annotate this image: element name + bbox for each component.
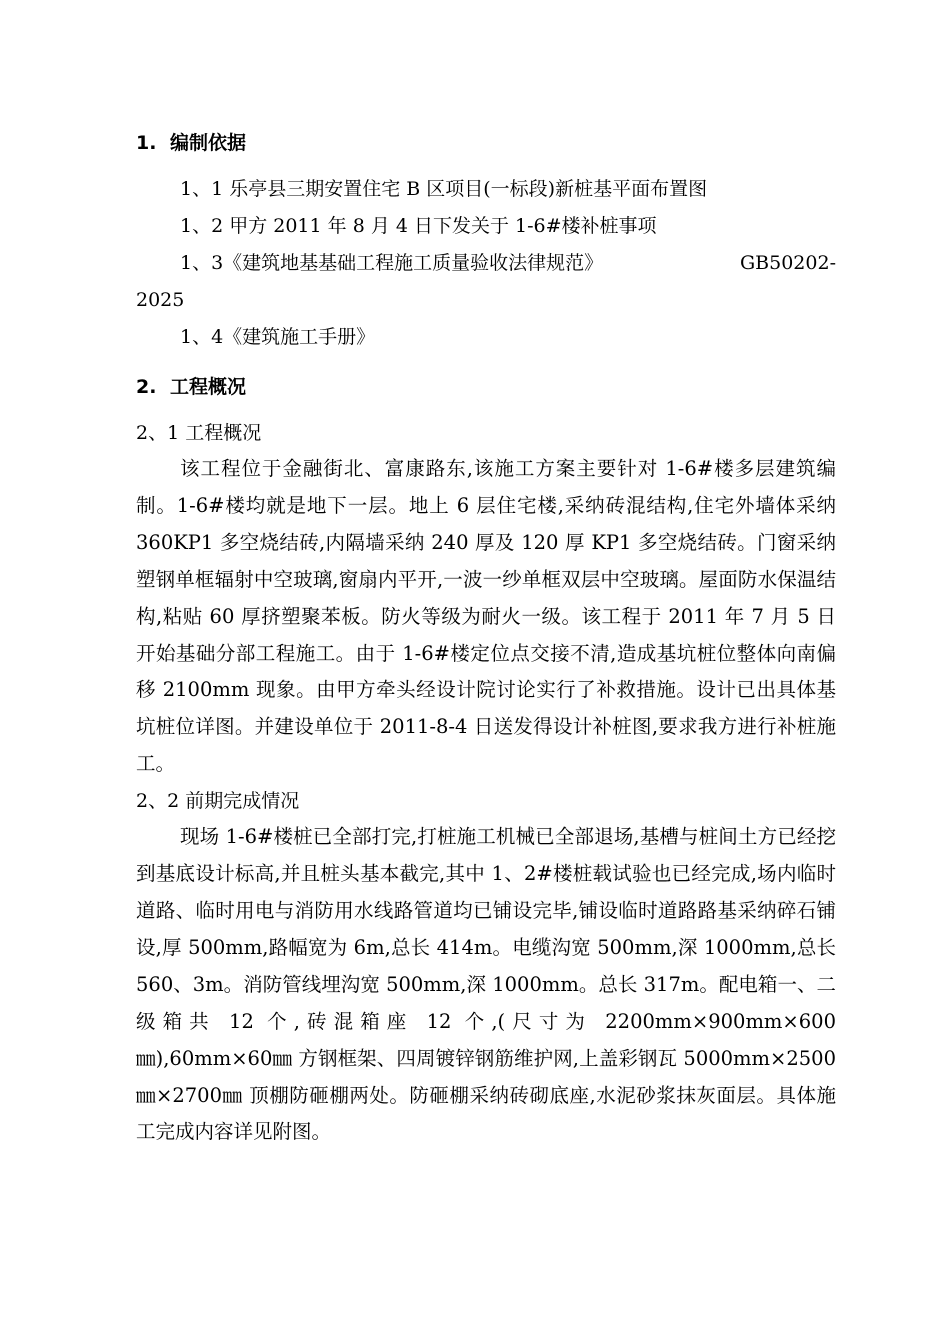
reference-3 [136,245,836,282]
reference-1: 1、1 乐亭县三期安置住宅 B 区项目(一标段)新桩基平面布置图 [180,178,708,200]
document-page [136,120,836,1151]
section-2-number: 2. [136,376,157,398]
section-1-heading [136,123,836,163]
section-1-number: 1. [136,132,157,154]
project-overview-paragraph: 该工程位于金融街北、富康路东,该施工方案主要针对 1-6#楼多层建筑编制。1-6#楼均就是地下一层。地上 6 层住宅楼,采纳砖混结构,住宅外墙体采纳 360KP1 多空烧结砖,内隔墙采纳 240 厚及 120 厚 KP1 多空烧结砖。门窗采纳塑钢单框辐射中空玻璃,窗扇内平开,一波一纱单框双层中空玻璃。屋面防水保温结构,粘贴 60 厚挤塑聚苯板。防火等级为耐火一级。该工程于 2011 年 7 月 5 日开始基础分部工程施工。由于 1-6#楼定位点交接不清,造成基坑桩位整体向南偏移 2100mm 现象。由甲方牵头经设计院讨论实行了补救措施。设计已出具体基坑桩位详图。并建设单位于 2011-8-4 日送发得设计补桩图,要求我方进行补桩施工。 [136,457,836,776]
subsection-2-2-title: 2、2 前期完成情况 [136,790,300,813]
reference-2: 1、2 甲方 2011 年 8 月 4 日下发关于 1-6#楼补桩事项 [180,215,657,237]
section-2-title: 工程概况 [170,376,247,398]
subsection-2-1-title: 2、1 工程概况 [136,422,262,444]
reference-3-code: GB50202- [739,252,836,274]
preliminary-work-paragraph: 现场 1-6#楼桩已全部打完,打桩施工机械已全部退场,基槽与桩间土方已经挖到基底设计标高,并且桩头基本截完,其中 1、2#楼桩载试验也已经完成,场内临时道路、临时用电与消防用水线路管道均已铺设完毕,铺设临时道路路基采纳碎石铺设,厚 500mm,路幅宽为 6m,总长 414m。电缆沟宽 500mm,深 1000mm,总长 560、3m。消防管线埋沟宽 500mm,深 1000mm。总长 317m。配电箱一、二级箱共 12 个,砖混箱座 12 个,(尺寸为 2200mm×900mm×600㎜),60mm×60㎜ 方钢框架、四周镀锌钢筋维护网,上盖彩钢瓦 5000mm×2500㎜×2700㎜ 顶棚防砸棚两处。防砸棚采纳砖砌底座,水泥砂浆抹灰面层。具体施工完成内容详见附图。 [136,825,836,1144]
reference-3-title: 1、3《建筑地基基础工程施工质量验收法律规范》 [180,252,604,274]
section-2-heading [136,367,836,407]
reference-3-code-cont: 2025 [136,289,185,311]
section-1-title: 编制依据 [170,132,247,154]
reference-4: 1、4《建筑施工手册》 [180,326,376,348]
